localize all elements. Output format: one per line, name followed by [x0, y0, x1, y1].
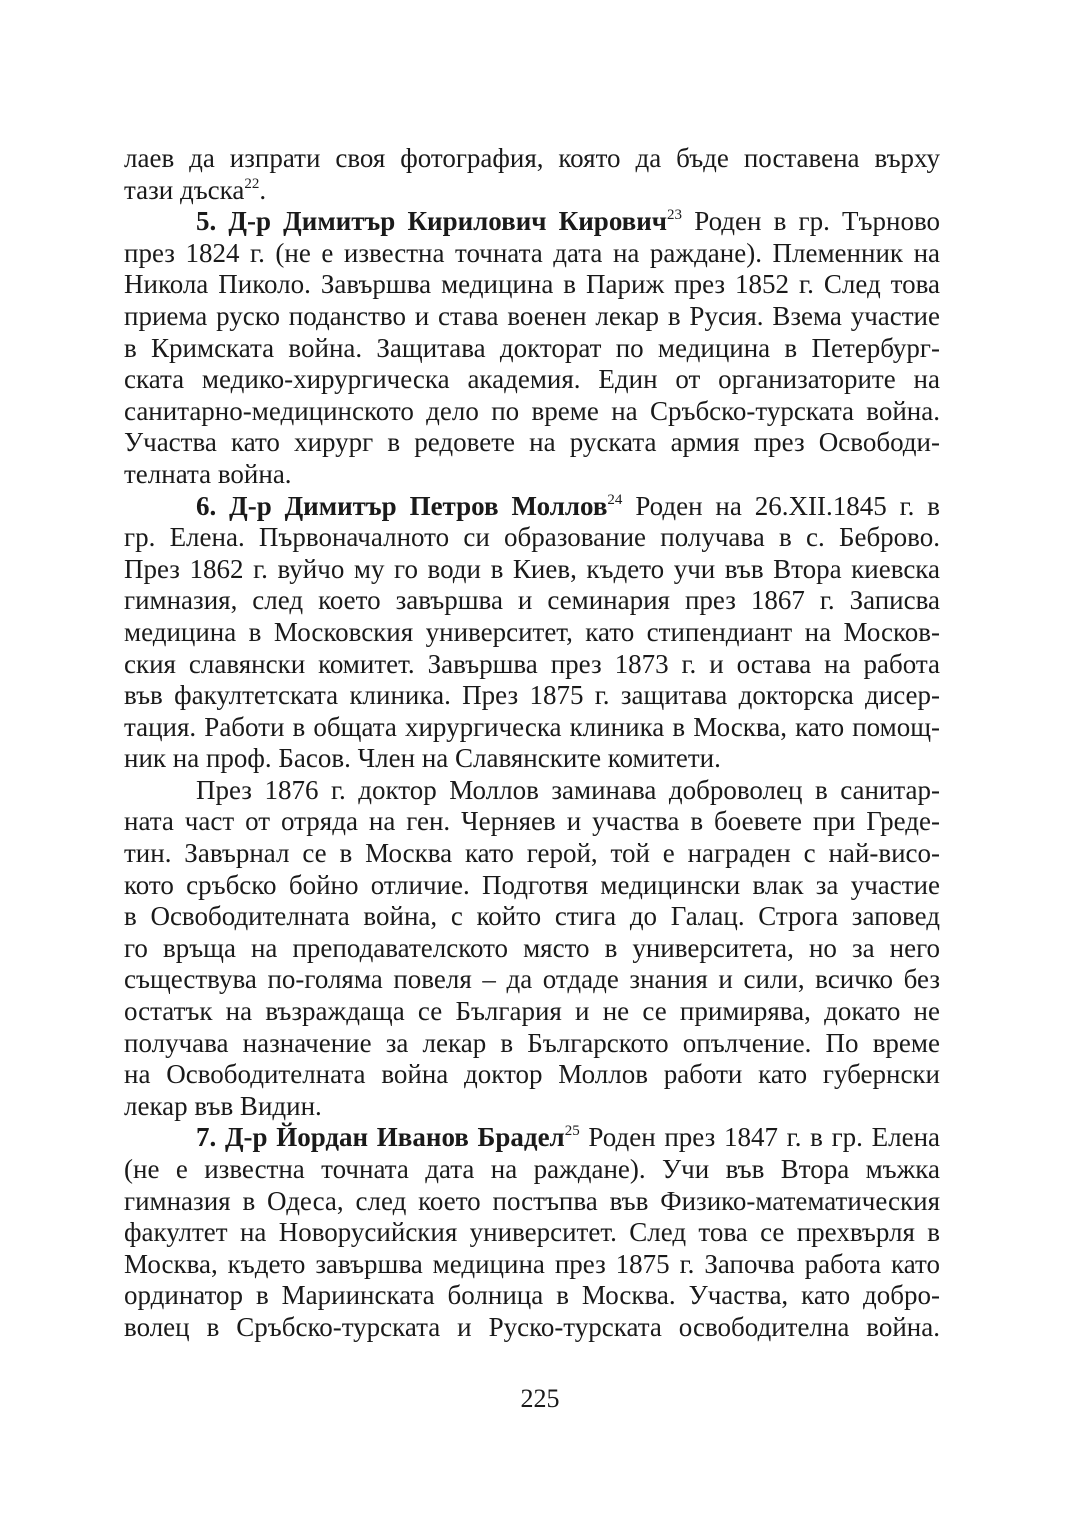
text-line: гимназия, след което завършва и семинария през 1867 г. Записва — [124, 585, 940, 616]
text-line: (не е известна точната дата на раждане). Учи във Втора мъжка — [124, 1154, 940, 1184]
text-line: гимназия в Одеса, след което постъпва във Физико-математическия — [124, 1185, 940, 1216]
footnote-ref[interactable]: 24 — [607, 491, 623, 508]
text-line: Участва като хирург в редовете на руската армия през Освободи- — [124, 427, 940, 458]
text-line: Никола Пиколо. Завършва медицина в Париж през 1852 г. След това — [124, 269, 940, 300]
entry-heading: 7. Д-р Йордан Иванов Брадел — [196, 1122, 565, 1153]
text-line: тация. Работи в общата хирургическа клиника в Москва, като помощ- — [124, 711, 940, 742]
text-line: телната война. — [124, 458, 292, 489]
entry-heading-line: 5. Д-р Димитър Кирилович Кирович$^{23}$ Роден в гр. Търново — [196, 206, 941, 237]
entry-heading: 5. Д-р Димитър Кирилович Кирович — [196, 206, 668, 237]
text-line: факултет на Новорусийския университет. След това се прехвърля в — [124, 1217, 940, 1248]
page-body — [124, 143, 940, 1344]
text-line: ската медико-хирургическа академия. Един от организаторите на — [124, 364, 940, 395]
entry-heading: 6. Д-р Димитър Петров Моллов — [196, 490, 608, 521]
text-line: на Освободителната война доктор Моллов работи като губернски — [124, 1059, 940, 1090]
text-line: лаев да изпрати своя фотография, която да бъде поставена върху — [124, 143, 940, 173]
text-line: кото сръбско бойно отличие. Подготвя медицински влак за участие — [124, 869, 940, 900]
text-line: През 1876 г. доктор Моллов заминава доброволец в санитар- — [196, 774, 940, 805]
text-line: приема руско поданство и става военен лекар в Русия. Взема участие — [124, 300, 940, 331]
text-line: През 1862 г. вуйчо му го води в Киев, където учи във Втора киевска — [124, 553, 940, 584]
entry-heading-line: 7. Д-р Йордан Иванов Брадел$^{25}$ Роден през 1847 г. в гр. Елена — [196, 1122, 941, 1153]
text-line: ординатор в Мариинската болница в Москва. Участва, като добро- — [124, 1280, 940, 1311]
footnote-ref[interactable]: 25 — [564, 1123, 580, 1140]
page-number: 225 — [520, 1384, 560, 1413]
text-line: гр. Елена. Първоначалното си образование получава в с. Беброво. — [124, 522, 940, 553]
text-line: ната част от отряда на ген. Черняев и участва в боевете при Греде- — [124, 806, 940, 837]
footnote-ref[interactable]: 23 — [667, 207, 683, 224]
text-line: съществува по-голяма повеля – да отдаде знания и сили, всичко без — [124, 964, 940, 995]
text-line: лекар във Видин. — [124, 1090, 322, 1121]
text-line: тази дъска$^{22}$. — [124, 174, 267, 205]
text-line: ския славянски комитет. Завършва през 1873 г. и остава на работа — [124, 648, 940, 679]
entry-heading-line: 6. Д-р Димитър Петров Моллов$^{24}$ Роден на 26.XII.1845 г. в — [196, 490, 940, 521]
text-line: санитарно-медицинското дело по време на Сръбско-турската война. — [124, 395, 940, 426]
footnote-ref[interactable]: 22 — [244, 175, 260, 192]
text-line: ник на проф. Басов. Член на Славянските комитети. — [124, 743, 721, 774]
text-line: Москва, където завършва медицина през 1875 г. Започва работа като — [124, 1248, 940, 1279]
text-line: остатък на възраждаща се България и не се примирява, докато не — [124, 996, 940, 1027]
text-line: тин. Завърнал се в Москва като герой, той е награден с най-висо- — [124, 838, 940, 869]
text-line: медицина в Московския университет, като стипендиант на Москов- — [124, 616, 940, 647]
text-line: през 1824 г. (не е известна точната дата на раждане). Племенник на — [124, 237, 940, 268]
text-line: получава назначение за лекар в Българското опълчение. По време — [124, 1027, 940, 1058]
text-line: волец в Сръбско-турската и Руско-турската освободителна война. — [124, 1311, 940, 1342]
text-line: във факултетската клиника. През 1875 г. защитава докторска дисер- — [124, 680, 940, 711]
text-line: в Кримската война. Защитава докторат по медицина в Петербург- — [124, 332, 940, 363]
text-line: го връща на преподавателското място в университета, но за него — [124, 932, 940, 963]
text-line: в Освободителната война, с който стига до Галац. Строга заповед — [124, 901, 940, 932]
